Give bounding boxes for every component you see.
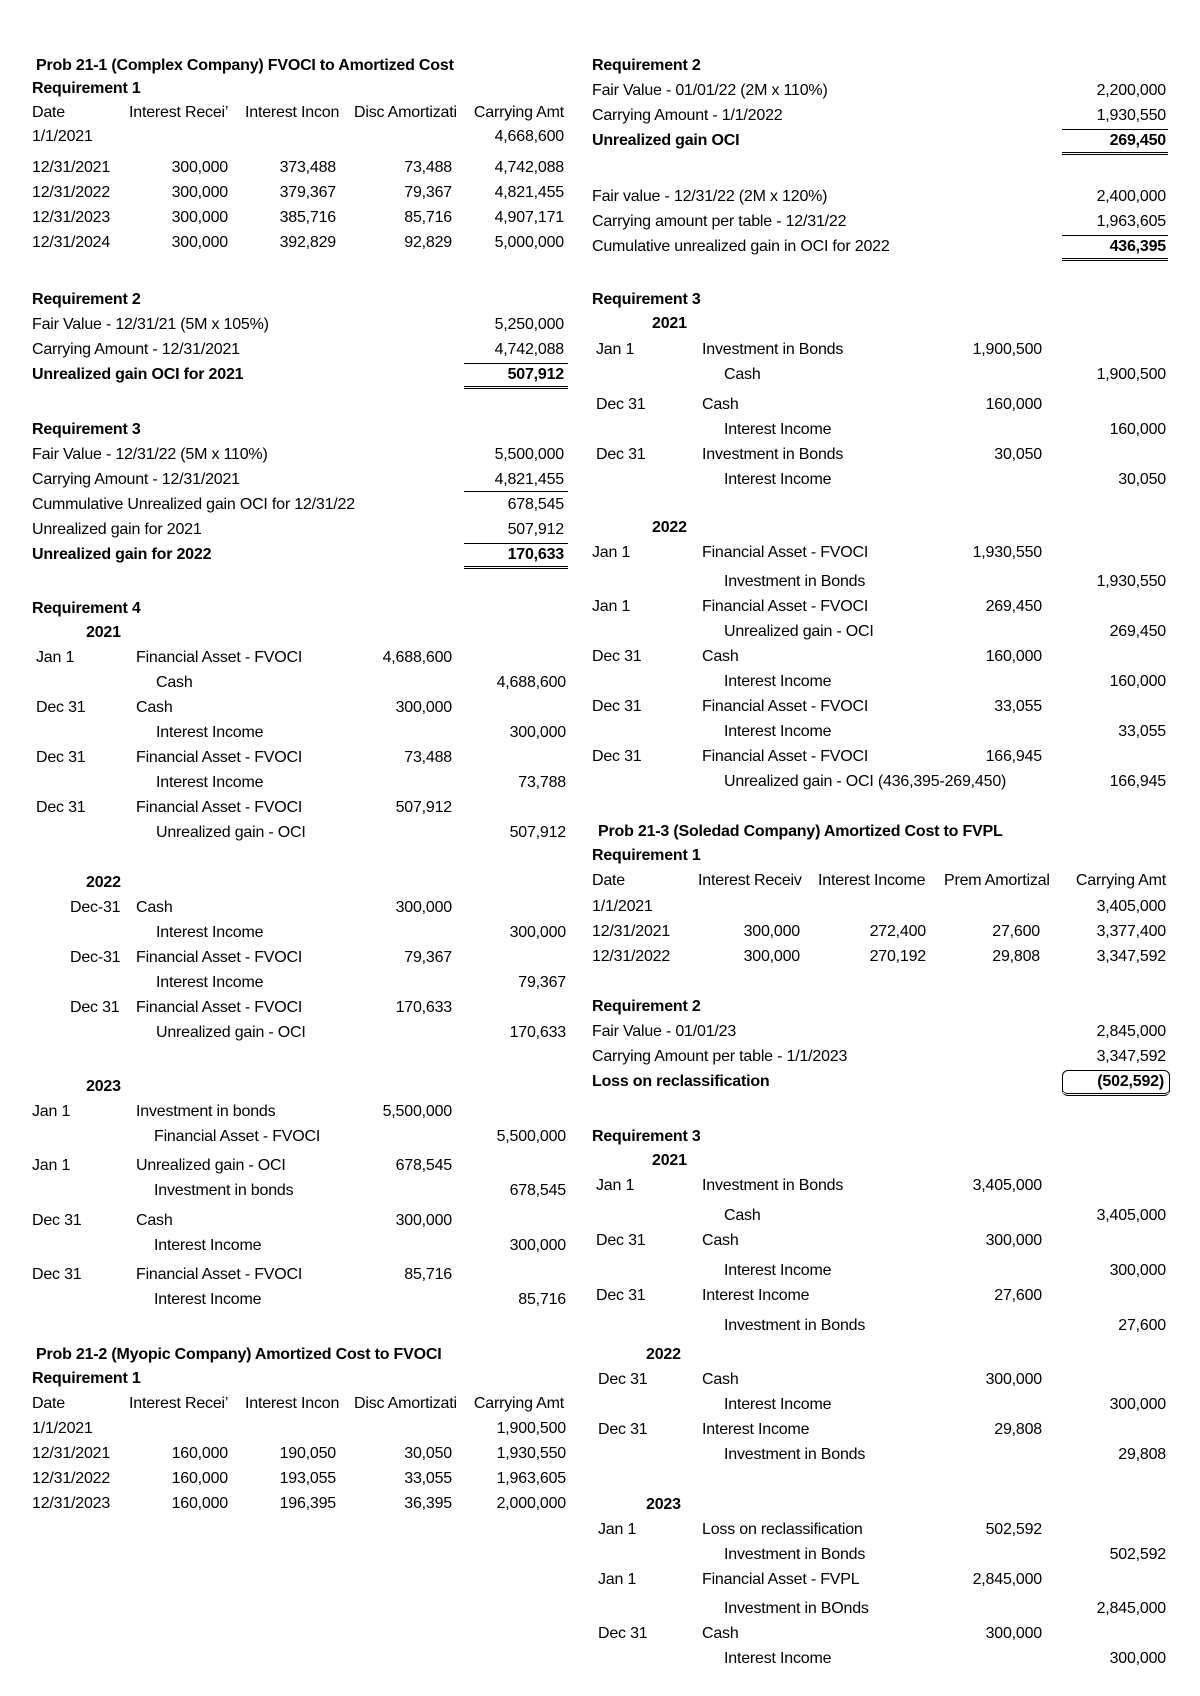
entry-account: Investment in Bonds [724, 1546, 866, 1563]
entry-debit: 166,945 [985, 748, 1042, 765]
cell-date: 12/31/2022 [32, 184, 111, 201]
table-cell: 193,055 [279, 1470, 336, 1487]
entry-account: Financial Asset - FVOCI [702, 748, 869, 765]
entry-account: Interest Income [724, 723, 832, 740]
entry-credit: 300,000 [509, 924, 566, 941]
carrying-amount-value: 4,821,455 [494, 471, 564, 488]
fair-value-amount: 2,400,000 [1096, 188, 1166, 205]
entry-credit: 300,000 [1109, 1262, 1166, 1279]
entry-account: Investment in bonds [154, 1182, 294, 1199]
cell-date: 12/31/2022 [592, 948, 671, 965]
year-2022: 2022 [86, 874, 121, 891]
entry-date: Dec 31 [592, 648, 642, 665]
cell-date: 12/31/2021 [32, 1445, 111, 1462]
entry-credit: 300,000 [1109, 1396, 1166, 1413]
table-cell: 1,900,500 [496, 1420, 566, 1437]
prob-21-1-req3-label: Requirement 3 [32, 421, 141, 438]
table-header-interest-received: Interest Recei’ [129, 1395, 229, 1412]
entry-credit: 4,688,600 [496, 674, 566, 691]
entry-account: Financial Asset - FVOCI [136, 949, 303, 966]
entry-debit: 160,000 [985, 648, 1042, 665]
fair-value-amount: 5,250,000 [494, 316, 564, 333]
entry-account: Cash [724, 366, 761, 383]
entry-credit: 300,000 [1109, 1650, 1166, 1667]
cell-interest-income: 392,829 [279, 234, 336, 251]
table-header-interest-income: Interest Incon [245, 104, 340, 121]
entry-date: Dec 31 [32, 1266, 82, 1283]
table-cell: 1,930,550 [496, 1445, 566, 1462]
prob-21-1-req1-label: Requirement 1 [32, 80, 141, 97]
entry-credit: 3,405,000 [1096, 1207, 1166, 1224]
year-2022: 2022 [646, 1346, 681, 1363]
entry-credit: 29,808 [1118, 1446, 1166, 1463]
prob-21-1-req2-label: Requirement 2 [32, 291, 141, 308]
entry-date: Dec 31 [596, 446, 646, 463]
entry-account: Investment in Bonds [724, 573, 866, 590]
table-cell: 160,000 [171, 1470, 228, 1487]
cell-carrying: 4,668,600 [494, 128, 564, 145]
cell-carrying: 5,000,000 [494, 234, 564, 251]
table-cell: 1,963,605 [496, 1470, 566, 1487]
entry-debit: 300,000 [985, 1625, 1042, 1642]
loss-on-reclassification-label: Loss on reclassification [592, 1073, 770, 1090]
fair-value-amount: 2,200,000 [1096, 82, 1166, 99]
fair-value-line: Fair Value - 12/31/22 (5M x 110%) [32, 446, 268, 463]
table-cell: 36,395 [404, 1495, 452, 1512]
cell-carrying: 4,907,171 [494, 209, 564, 226]
subtotal-rule [464, 491, 568, 492]
entry-date: Jan 1 [596, 1177, 635, 1194]
entry-account: Unrealized gain - OCI [724, 623, 874, 640]
table-header-carrying-amt: Carrying Amt [1075, 872, 1166, 889]
entry-account: Financial Asset - FVOCI [136, 999, 303, 1016]
entry-credit: 300,000 [509, 1237, 566, 1254]
table-cell: 2,000,000 [496, 1495, 566, 1512]
carrying-amount-line: Carrying amount per table - 12/31/22 [592, 213, 847, 230]
year-2021: 2021 [86, 624, 121, 641]
entry-credit: 507,912 [509, 824, 566, 841]
entry-account: Interest Income [154, 1237, 262, 1254]
entry-account: Interest Income [724, 673, 832, 690]
entry-date: Dec 31 [36, 749, 86, 766]
table-cell: 3,405,000 [1096, 898, 1166, 915]
entry-debit: 300,000 [985, 1232, 1042, 1249]
entry-date: Dec 31 [36, 799, 86, 816]
fair-value-amount: 2,845,000 [1096, 1023, 1166, 1040]
entry-account: Interest Income [724, 421, 832, 438]
entry-date: Dec 31 [592, 698, 642, 715]
fair-value-line: Fair Value - 01/01/22 (2M x 110%) [592, 82, 828, 99]
prob-21-3-title: Prob 21-3 (Soledad Company) Amortized Cost to FVPL [598, 823, 1003, 840]
cell-date: 12/31/2021 [592, 923, 671, 940]
entry-account: Interest Income [156, 924, 264, 941]
entry-date: Jan 1 [32, 1157, 71, 1174]
entry-debit: 2,845,000 [972, 1571, 1042, 1588]
entry-debit: 4,688,600 [382, 649, 452, 666]
entry-credit: 30,050 [1118, 471, 1166, 488]
prob-21-2-title: Prob 21-2 (Myopic Company) Amortized Cost to FVOCI [36, 1346, 442, 1363]
cell-carrying: 4,742,088 [494, 159, 564, 176]
cell-date: 12/31/2022 [32, 1470, 111, 1487]
entry-debit: 300,000 [395, 699, 452, 716]
cell-date: 1/1/2021 [32, 128, 93, 145]
entry-debit: 73,488 [404, 749, 452, 766]
table-header-interest-income: Interest Incon [245, 1395, 340, 1412]
table-cell: 300,000 [743, 948, 800, 965]
cell-date: 12/31/2024 [32, 234, 111, 251]
entry-debit: 1,900,500 [972, 341, 1042, 358]
table-header-prem-amortization: Prem Amortizal [944, 872, 1050, 889]
entry-date: Jan 1 [592, 544, 631, 561]
entry-account: Investment in Bonds [724, 1446, 866, 1463]
table-cell: 190,050 [279, 1445, 336, 1462]
entry-account: Unrealized gain - OCI [156, 1024, 306, 1041]
entry-credit: 85,716 [518, 1291, 566, 1308]
table-cell: 160,000 [171, 1495, 228, 1512]
entry-account: Interest Income [156, 774, 264, 791]
entry-account: Cash [156, 674, 193, 691]
cumulative-gain-line: Cummulative Unrealized gain OCI for 12/31/22 [32, 496, 355, 513]
entry-account: Cash [724, 1207, 761, 1224]
entry-account: Cash [136, 699, 173, 716]
entry-account: Loss on reclassification [702, 1521, 863, 1538]
entry-account: Investment in Bonds [724, 1317, 866, 1334]
carrying-amount-line: Carrying Amount - 1/1/2022 [592, 107, 783, 124]
entry-debit: 507,912 [395, 799, 452, 816]
entry-account: Investment in Bonds [702, 446, 844, 463]
entry-account: Interest Income [156, 974, 264, 991]
entry-credit: 502,592 [1109, 1546, 1166, 1563]
entry-debit: 29,808 [994, 1421, 1042, 1438]
entry-credit: 5,500,000 [496, 1128, 566, 1145]
cell-amortization: 79,367 [404, 184, 452, 201]
entry-credit: 160,000 [1109, 421, 1166, 438]
entry-date: Dec 31 [70, 999, 120, 1016]
entry-debit: 269,450 [985, 598, 1042, 615]
cumulative-gain-value: 436,395 [1109, 238, 1166, 255]
cell-date: 12/31/2023 [32, 209, 111, 226]
entry-account: Unrealized gain - OCI [156, 824, 306, 841]
prob-21-2-req3-label: Requirement 3 [592, 291, 701, 308]
cell-date: 12/31/2021 [32, 159, 111, 176]
cell-interest-income: 379,367 [279, 184, 336, 201]
entry-date: Jan 1 [598, 1571, 637, 1588]
entry-date: Dec 31 [36, 699, 86, 716]
entry-credit: 73,788 [518, 774, 566, 791]
table-header-interest-received: Interest Recei’ [129, 104, 229, 121]
table-header-date: Date [32, 1395, 65, 1412]
entry-debit: 85,716 [404, 1266, 452, 1283]
carrying-amount-line: Carrying Amount per table - 1/1/2023 [592, 1048, 848, 1065]
entry-date: Dec 31 [598, 1625, 648, 1642]
entry-date: Jan 1 [598, 1521, 637, 1538]
year-2022: 2022 [652, 519, 687, 536]
entry-debit: 30,050 [994, 446, 1042, 463]
unrealized-gain-oci-label: Unrealized gain OCI [592, 132, 740, 149]
entry-date: Dec 31 [32, 1212, 82, 1229]
entry-account: Cash [136, 899, 173, 916]
entry-account: Unrealized gain - OCI (436,395-269,450) [724, 773, 1007, 790]
table-header-carrying-amt: Carrying Amt [473, 1395, 564, 1412]
entry-account: Interest Income [154, 1291, 262, 1308]
entry-debit: 1,930,550 [972, 544, 1042, 561]
fair-value-line: Fair Value - 01/01/23 [592, 1023, 737, 1040]
table-header-disc-amortization: Disc Amortizati [354, 1395, 457, 1412]
carrying-amount-value: 3,347,592 [1096, 1048, 1166, 1065]
entry-credit: 170,633 [509, 1024, 566, 1041]
entry-debit: 33,055 [994, 698, 1042, 715]
entry-account: Cash [702, 648, 739, 665]
cell-interest-received: 300,000 [171, 209, 228, 226]
year-2021: 2021 [652, 315, 687, 332]
prob-21-3-req1-label: Requirement 1 [592, 847, 701, 864]
table-header-date: Date [592, 872, 625, 889]
cell-interest-received: 300,000 [171, 184, 228, 201]
gain-2021-line: Unrealized gain for 2021 [32, 521, 202, 538]
table-cell: 30,050 [404, 1445, 452, 1462]
entry-account: Interest Income [724, 1650, 832, 1667]
entry-account: Cash [702, 1232, 739, 1249]
table-header-interest-received: Interest Receiv [698, 872, 802, 889]
table-cell: 272,400 [869, 923, 926, 940]
table-cell: 300,000 [743, 923, 800, 940]
carrying-amount-value: 1,930,550 [1096, 107, 1166, 124]
unrealized-gain-2021-value: 507,912 [507, 366, 564, 383]
entry-date: Dec 31 [596, 1287, 646, 1304]
unrealized-gain-oci-value: 269,450 [1109, 132, 1166, 149]
entry-credit: 27,600 [1118, 1317, 1166, 1334]
cumulative-gain-value: 678,545 [507, 496, 564, 513]
entry-account: Interest Income [724, 1262, 832, 1279]
prob-21-2-req1-label: Requirement 1 [32, 1370, 141, 1387]
table-cell: 196,395 [279, 1495, 336, 1512]
entry-account: Financial Asset - FVOCI [136, 799, 303, 816]
table-header-date: Date [32, 104, 65, 121]
entry-account: Cash [702, 396, 739, 413]
table-cell: 29,808 [992, 948, 1040, 965]
entry-credit: 1,930,550 [1096, 573, 1166, 590]
prob-21-3-req3-label: Requirement 3 [592, 1128, 701, 1145]
entry-account: Interest Income [702, 1287, 810, 1304]
cell-date: 12/31/2023 [32, 1495, 111, 1512]
prob-21-2-req2-label: Requirement 2 [592, 57, 701, 74]
fair-value-amount: 5,500,000 [494, 446, 564, 463]
entry-account: Investment in Bonds [702, 341, 844, 358]
cell-interest-income: 385,716 [279, 209, 336, 226]
entry-account: Interest Income [702, 1421, 810, 1438]
entry-debit: 678,545 [395, 1157, 452, 1174]
entry-date: Jan 1 [32, 1103, 71, 1120]
cell-amortization: 92,829 [404, 234, 452, 251]
entry-account: Cash [702, 1371, 739, 1388]
prob-21-1-req4-label: Requirement 4 [32, 600, 141, 617]
table-header-interest-income: Interest Income [818, 872, 926, 889]
entry-credit: 300,000 [509, 724, 566, 741]
entry-debit: 5,500,000 [382, 1103, 452, 1120]
loss-on-reclassification-value: (502,592) [1097, 1073, 1164, 1090]
entry-credit: 79,367 [518, 974, 566, 991]
entry-date: Dec 31 [596, 1232, 646, 1249]
carrying-amount-line: Carrying Amount - 12/31/2021 [32, 471, 240, 488]
carrying-amount-value: 1,963,605 [1096, 213, 1166, 230]
entry-credit: 269,450 [1109, 623, 1166, 640]
table-header-carrying-amt: Carrying Amt [473, 104, 564, 121]
table-cell: 3,377,400 [1096, 923, 1166, 940]
entry-debit: 300,000 [395, 1212, 452, 1229]
entry-debit: 3,405,000 [972, 1177, 1042, 1194]
entry-debit: 27,600 [994, 1287, 1042, 1304]
carrying-amount-line: Carrying Amount - 12/31/2021 [32, 341, 240, 358]
entry-account: Cash [136, 1212, 173, 1229]
entry-account: Financial Asset - FVOCI [702, 698, 869, 715]
cell-interest-received: 300,000 [171, 234, 228, 251]
entry-account: Investment in bonds [136, 1103, 276, 1120]
cell-interest-received: 300,000 [171, 159, 228, 176]
unrealized-gain-2021-label: Unrealized gain OCI for 2021 [32, 366, 244, 383]
entry-account: Interest Income [724, 1396, 832, 1413]
fair-value-line: Fair value - 12/31/22 (2M x 120%) [592, 188, 828, 205]
year-2021: 2021 [652, 1152, 687, 1169]
entry-debit: 300,000 [985, 1371, 1042, 1388]
entry-credit: 1,900,500 [1096, 366, 1166, 383]
entry-account: Investment in Bonds [702, 1177, 844, 1194]
entry-account: Cash [702, 1625, 739, 1642]
entry-debit: 160,000 [985, 396, 1042, 413]
cell-carrying: 4,821,455 [494, 184, 564, 201]
entry-credit: 166,945 [1109, 773, 1166, 790]
prob-21-1-title: Prob 21-1 (Complex Company) FVOCI to Amortized Cost [36, 57, 454, 74]
year-2023: 2023 [646, 1496, 681, 1513]
gain-2022-value: 170,633 [507, 546, 564, 563]
entry-date: Dec 31 [598, 1371, 648, 1388]
entry-account: Interest Income [724, 471, 832, 488]
entry-date: Dec 31 [596, 396, 646, 413]
cell-date: 1/1/2021 [592, 898, 653, 915]
entry-credit: 2,845,000 [1096, 1600, 1166, 1617]
table-cell: 270,192 [869, 948, 926, 965]
entry-date: Jan 1 [36, 649, 75, 666]
table-header-disc-amortization: Disc Amortizati [354, 104, 457, 121]
entry-date: Jan 1 [596, 341, 635, 358]
entry-date: Dec 31 [592, 748, 642, 765]
entry-account: Investment in BOnds [724, 1600, 869, 1617]
prob-21-3-req2-label: Requirement 2 [592, 998, 701, 1015]
year-2023: 2023 [86, 1078, 121, 1095]
entry-debit: 300,000 [395, 899, 452, 916]
entry-account: Financial Asset - FVOCI [136, 1266, 303, 1283]
cell-interest-income: 373,488 [279, 159, 336, 176]
cell-date: 1/1/2021 [32, 1420, 93, 1437]
entry-credit: 160,000 [1109, 673, 1166, 690]
entry-date: Dec 31 [598, 1421, 648, 1438]
entry-account: Financial Asset - FVOCI [702, 544, 869, 561]
fair-value-line: Fair Value - 12/31/21 (5M x 105%) [32, 316, 269, 333]
cell-amortization: 73,488 [404, 159, 452, 176]
cell-amortization: 85,716 [404, 209, 452, 226]
table-cell: 33,055 [404, 1470, 452, 1487]
entry-account: Unrealized gain - OCI [136, 1157, 286, 1174]
gain-2022-label: Unrealized gain for 2022 [32, 546, 212, 563]
cumulative-gain-line: Cumulative unrealized gain in OCI for 2022 [592, 238, 890, 255]
gain-2021-value: 507,912 [507, 521, 564, 538]
carrying-amount-value: 4,742,088 [494, 341, 564, 358]
entry-date: Dec-31 [70, 949, 121, 966]
entry-date: Dec-31 [70, 899, 121, 916]
entry-credit: 678,545 [509, 1182, 566, 1199]
entry-account: Financial Asset - FVOCI [154, 1128, 321, 1145]
entry-credit: 33,055 [1118, 723, 1166, 740]
entry-debit: 170,633 [395, 999, 452, 1016]
entry-account: Financial Asset - FVOCI [136, 749, 303, 766]
table-cell: 160,000 [171, 1445, 228, 1462]
entry-account: Financial Asset - FVPL [702, 1571, 860, 1588]
entry-date: Jan 1 [592, 598, 631, 615]
entry-account: Financial Asset - FVOCI [702, 598, 869, 615]
entry-account: Interest Income [156, 724, 264, 741]
entry-debit: 502,592 [985, 1521, 1042, 1538]
table-cell: 27,600 [992, 923, 1040, 940]
entry-account: Financial Asset - FVOCI [136, 649, 303, 666]
entry-debit: 79,367 [404, 949, 452, 966]
table-cell: 3,347,592 [1096, 948, 1166, 965]
